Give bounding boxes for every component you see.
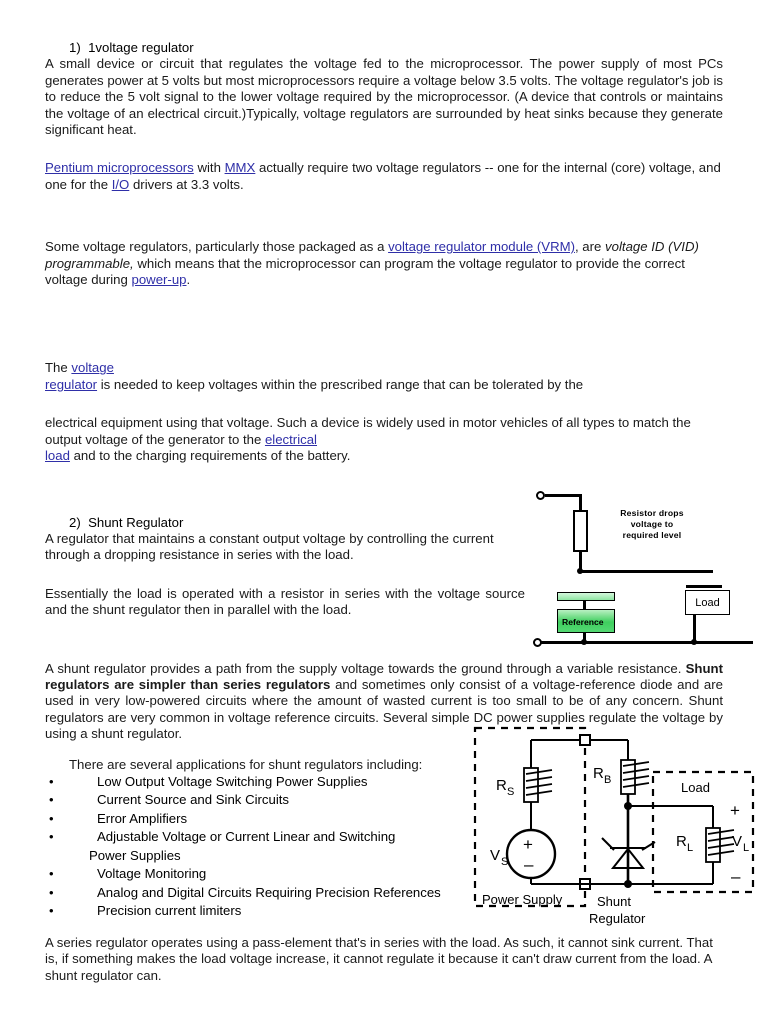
section-2-number: 2) [69,514,81,530]
list-item-label: Analog and Digital Circuits Requiring Precision References [97,884,441,900]
link-mmx[interactable]: MMX [224,160,256,176]
caption-line-2: voltage to [630,519,674,529]
pentium-text-3: drivers at 3.3 volts. [129,176,244,192]
shunt-concept-diagram [528,482,764,642]
regulator-text-2: is needed to keep voltages within the prescribed range that can be tolerated by the [97,376,584,392]
link-voltage-regulator-module[interactable]: voltage regulator module (VRM) [388,239,575,255]
link-load[interactable]: load [45,448,70,464]
label-rl: R [676,833,687,850]
regulator-paragraph-line4 [45,448,723,464]
caption-shunt: Shunt [597,894,631,909]
section-2-paragraph-2: Essentially the load is operated with a resistor in series with the voltage source and the shunt regulator then in parallel with the load. [45,585,525,618]
wire-bottom-rail [579,570,713,573]
caption-line-3: required level [622,530,682,540]
bullet-icon: • [49,884,54,900]
reference-top-bar [557,592,615,601]
link-pentium-microprocessors[interactable]: Pentium microprocessors [45,160,194,176]
pentium-paragraph [45,160,723,193]
wire-load-top [686,585,722,588]
bullet-icon: • [49,866,54,882]
reference-block [557,609,615,633]
label-rb: R [593,765,604,782]
vrm-text-3: which means that the microprocessor can program the voltage regulator to provide the correct voltage during [45,255,685,288]
bullet-icon: • [49,792,54,808]
section-2-paragraph-1: A regulator that maintains a constant output voltage by controlling the current through a dropping resistance in series with the load. [45,530,494,563]
wire-top-horizontal [545,494,581,497]
spacer [45,138,723,160]
pentium-text-2: actually require two voltage regulators -- one for the internal (core) voltage, and one for the [45,160,721,192]
label-rl-sub: L [687,842,694,854]
caption-line-1: Resistor drops [620,508,684,518]
bullet-icon: • [49,810,54,826]
vrm-text-4: . [186,272,191,288]
junction-dot [577,568,583,574]
label-vl-sub: L [743,842,750,854]
list-item-label: Error Amplifiers [97,810,188,826]
vrm-text-1: Some voltage regulators, particularly those packaged as a [45,239,389,255]
source-minus-sign: – [524,855,534,874]
spacer [45,193,723,239]
bullet-icon: • [49,903,54,919]
shunt-bold-phrase: Shunt regulators are simpler than series regulators [45,660,723,692]
load-minus-sign: – [731,867,741,886]
junction-dot-reference [581,639,587,645]
link-electrical[interactable]: electrical [264,431,317,447]
wire-load-bottom [693,614,696,642]
vrm-text-2: , are [574,239,606,255]
list-item-label: Voltage Monitoring [97,866,207,882]
link-power-up[interactable]: power-up [131,272,187,288]
label-vs: V [490,847,501,864]
label-rb-sub: B [604,774,612,786]
section-1-number: 1) [69,40,81,55]
wire-bottom-output-rail [541,641,753,644]
section-2-title: Shunt Regulator [88,514,184,530]
applications-intro: There are several applications for shunt regulators including: [69,756,423,772]
bullet-icon: • [49,773,54,789]
section-1-paragraph: A small device or circuit that regulates the voltage fed to the microprocessor. The power supply of most PCs generates power at 5 volts but most microprocessors require a voltage below 3.5 volts. The voltage regulator's job is to reduce the 5 volt signal to the lower voltage required by the microprocessor. (A device that controls or maintains the voltage of an electrical circuit.)Typically, voltage regulators are surrounded by heat sinks because they generate significant heat. [45,56,723,138]
list-item-label: Precision current limiters [97,903,242,919]
regulator-text-1: The [45,360,72,376]
series-resistor-symbol [573,510,588,552]
source-plus-sign: + [523,835,533,854]
reference-label: Reference [562,617,604,627]
pentium-text-1: with [193,160,225,176]
spacer [45,288,723,360]
section-1-title: 1voltage regulator [88,40,194,55]
label-vs-sub: S [501,856,509,868]
list-item-label: Low Output Voltage Switching Power Supplies [97,773,368,789]
regulator-text-3: electrical equipment using that voltage. Such a device is widely used in motor vehicles of all types to match the output voltage of the generator to the [45,415,691,447]
list-item-continuation: Power Supplies [89,847,181,863]
link-voltage[interactable]: voltage [71,360,114,376]
list-item-label: Adjustable Voltage or Current Linear and Switching [97,829,396,845]
wire-resistor-top [579,494,582,510]
zener-tick-left [602,838,614,850]
spacer [45,393,723,415]
input-terminal-icon [536,491,545,500]
load-block: Load [685,590,730,615]
regulator-paragraph-line2 [45,377,723,393]
regulator-paragraph-line1 [45,360,723,376]
shunt-regulator-schematic [468,716,764,928]
caption-power-supply: Power Supply [482,892,563,907]
regulator-paragraph-line3 [45,415,723,448]
label-vl: V [732,833,743,850]
caption-regulator: Regulator [589,911,646,926]
closing-paragraph: A series regulator operates using a pass-element that's in series with the load. As such, it cannot sink current. That is, if something makes the load voltage increase, it cannot regulate it because it can't draw current from the load. A shunt regulator can. [45,934,713,983]
bullet-icon: • [49,829,54,845]
vrm-paragraph [45,239,723,288]
label-rs: R [496,777,507,794]
regulator-text-4: and to the charging requirements of the battery. [69,448,351,464]
shunt-regulator-svg [468,716,764,928]
terminal-square-top [580,735,590,745]
list-item-label: Current Source and Sink Circuits [97,792,290,808]
load-plus-sign: + [730,801,740,820]
resistor-caption [596,508,708,541]
shunt-text-2: and sometimes only consist of a voltage-reference diode and are used in very low-powered circuits where the amount of wasted current is too small to be of any concern. Shunt regulators are very common in voltage reference circuits. Several simple DC power supplies regulate the voltage by using a shunt regulator. [45,676,723,742]
section-1-heading [45,40,723,56]
link-regulator[interactable]: regulator [45,376,98,392]
vrm-italic-vid: voltage ID (VID) programmable, [45,239,699,271]
caption-load: Load [681,780,710,795]
link-io[interactable]: I/O [111,176,130,192]
label-rs-sub: S [507,786,515,798]
shunt-text-1: A shunt regulator provides a path from the supply voltage towards the ground through a variable resistance. [45,660,686,676]
